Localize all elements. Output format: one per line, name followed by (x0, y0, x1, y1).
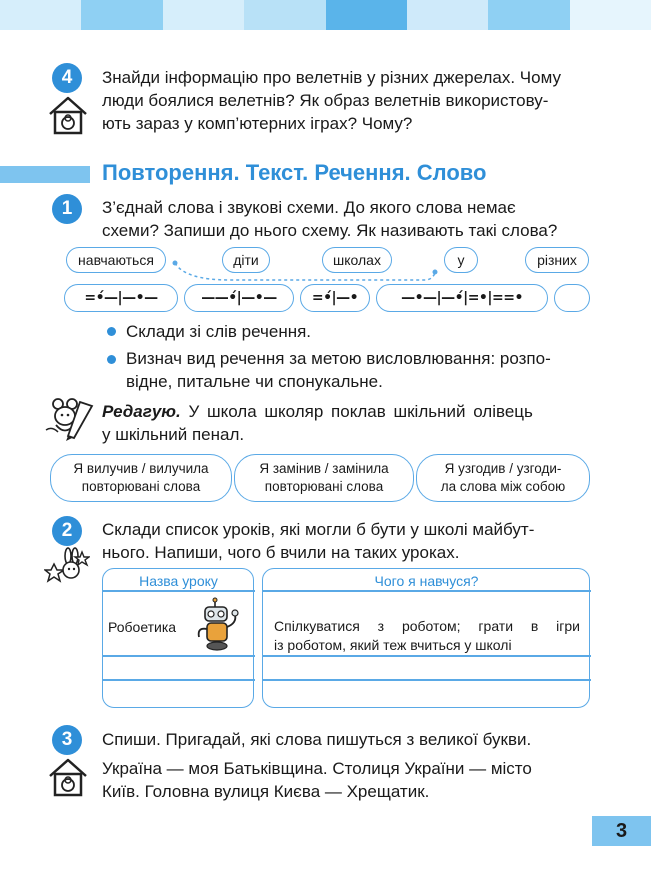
edit-heading: Редагую. (102, 402, 181, 421)
task-number-3: 3 (52, 725, 82, 755)
text-line: Склади список уроків, які могли б бути у школі майбут- (102, 520, 535, 539)
edit-option-cloud[interactable] (50, 454, 232, 502)
task4-text (102, 66, 590, 135)
cloud-line: повторювані слова (264, 479, 384, 494)
task1-text (102, 196, 590, 242)
table-rule (102, 590, 255, 592)
header-band-block (81, 0, 162, 30)
word-card[interactable]: школах (322, 247, 392, 273)
lesson-column-header: Назва уроку (139, 573, 218, 589)
table-rule (262, 679, 591, 681)
text-line: нього. Напиши, чого б вчили на таких уроках. (102, 543, 460, 562)
task-number-4: 4 (52, 63, 82, 93)
learn-cell (274, 617, 580, 655)
sound-scheme[interactable]: =•́—|—•— (64, 284, 178, 312)
empty-scheme[interactable] (554, 284, 590, 312)
task-number-2: 2 (52, 516, 82, 546)
text-line: із роботом, який теж вчиться у школі (274, 637, 512, 653)
header-band-block (407, 0, 488, 30)
edit-option-cloud[interactable] (416, 454, 590, 502)
lesson-cell: Робоетика (108, 619, 177, 635)
text-line: ють зараз у комп’ютерних іграх? Чому? (102, 114, 413, 133)
home-task-icon (46, 756, 90, 798)
bullet-dot (107, 327, 116, 336)
text-line: Знайди інформацію про велетнів у різних джерелах. Чому (102, 68, 561, 87)
text-line: Склади зі слів речення. (126, 322, 312, 341)
cloud-line: Я вилучив / вилучила (73, 461, 209, 476)
table-rule (102, 655, 255, 657)
page-number: 3 (592, 816, 651, 846)
text-line: З’єднай слова і звукові схеми. До якого слова немає (102, 198, 516, 217)
bullet-text (126, 347, 588, 393)
table-rule (262, 590, 591, 592)
header-band-block (0, 0, 81, 30)
header-band (0, 0, 651, 30)
section-accent-bar (0, 166, 90, 183)
edit-text (102, 400, 590, 446)
home-task-icon (46, 94, 90, 136)
robot-icon (193, 597, 243, 651)
text-line (102, 400, 590, 423)
task3-text (102, 757, 590, 803)
mouse-pencil-icon (44, 396, 100, 442)
cloud-line: ла слова між собою (440, 479, 566, 494)
section-title: Повторення. Текст. Речення. Слово (102, 160, 487, 185)
text-line: схеми? Запиши до нього схему. Як називають такі слова? (102, 221, 558, 240)
text-line: Визнач вид речення за метою висловлювання: розпо- (126, 349, 551, 368)
header-band-block (488, 0, 569, 30)
task2-text (102, 518, 590, 564)
text-line: Спиши. Пригадай, які слова пишуться з великої букви. (102, 730, 532, 749)
cloud-line: Я узгодив / узгоди- (444, 461, 562, 476)
bullet-dot (107, 355, 116, 364)
edit-sentence: У школа школяр поклав шкільний олівець (188, 402, 533, 421)
connection-line (170, 258, 440, 282)
header-band-block (244, 0, 325, 30)
text-line: Київ. Головна вулиця Києва — Хрещатик. (102, 782, 430, 801)
text-line: Спілкуватися з роботом; грати в ігри (274, 618, 580, 634)
cloud-line: Я замінив / замінила (259, 461, 389, 476)
text-line: у шкільний пенал. (102, 425, 245, 444)
edit-option-cloud[interactable] (234, 454, 414, 502)
table-rule (102, 679, 255, 681)
header-band-block (326, 0, 407, 30)
sound-scheme[interactable]: =•́|—• (300, 284, 370, 312)
rabbit-star-icon (44, 546, 90, 590)
cloud-line: повторювані слова (81, 479, 201, 494)
text-line: люди боялися велетнів? Як образ велетнів використову- (102, 91, 549, 110)
task-number-1: 1 (52, 194, 82, 224)
header-band-block (570, 0, 651, 30)
table-rule (262, 655, 591, 657)
bullet-text (126, 320, 588, 343)
task3-instruction (102, 728, 590, 751)
word-card[interactable]: навчаються (66, 247, 166, 273)
word-card[interactable]: діти (222, 247, 270, 273)
word-card[interactable]: у (444, 247, 478, 273)
learn-column-header: Чого я навчуся? (374, 573, 479, 589)
text-line: Україна — моя Батьківщина. Столиця України — місто (102, 759, 532, 778)
text-line: відне, питальне чи спонукальне. (126, 372, 383, 391)
sound-scheme[interactable]: —•—|—•́|=•|==• (376, 284, 548, 312)
header-band-block (163, 0, 244, 30)
word-card[interactable]: різних (525, 247, 589, 273)
sound-scheme[interactable]: ——•́|—•— (184, 284, 294, 312)
